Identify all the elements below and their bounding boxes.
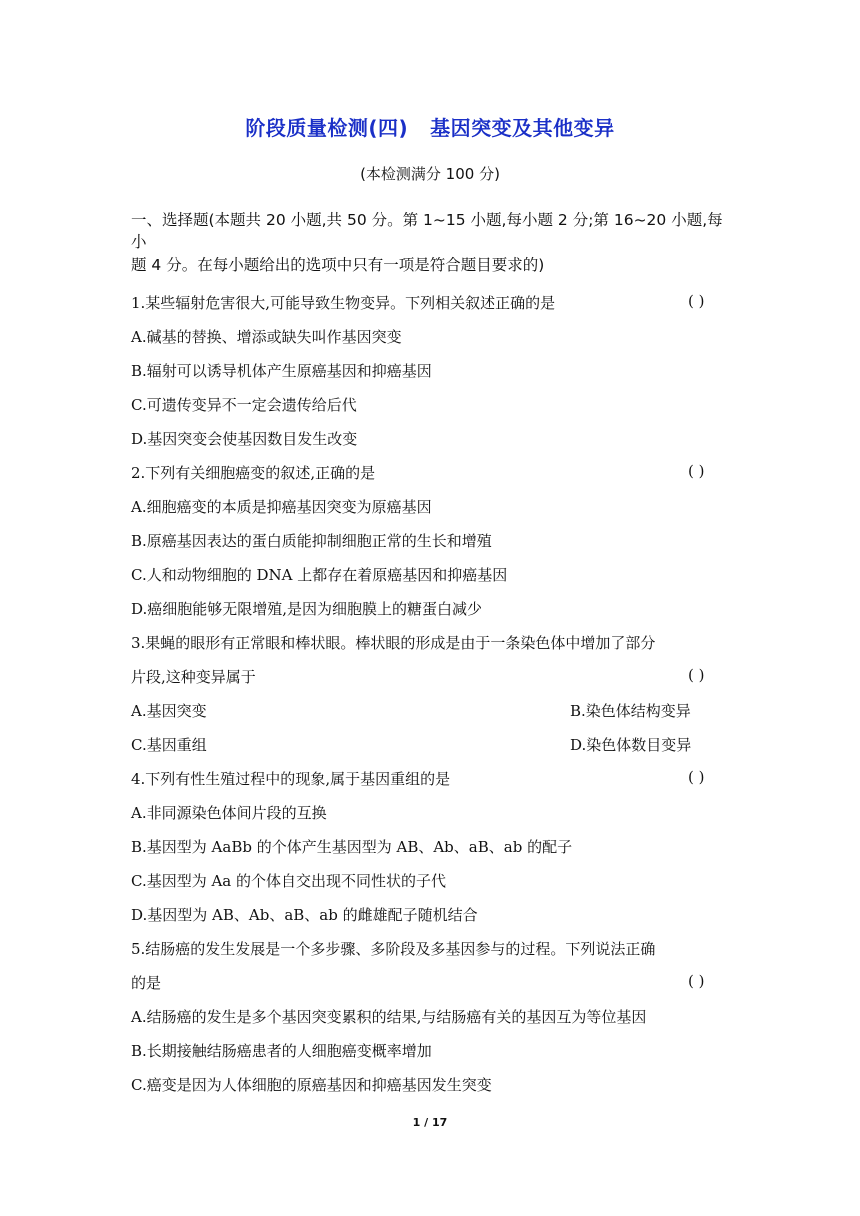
page-title [0,112,860,141]
question-2-option-a: A.细胞癌变的本质是抑癌基因突变为原癌基因 [131,498,432,516]
question-2-option-d: D.癌细胞能够无限增殖,是因为细胞膜上的糖蛋白减少 [131,600,483,618]
question-4-stem: 4.下列有性生殖过程中的现象,属于基因重组的是 [131,770,451,788]
question-4-option-b: B.基因型为 AaBb 的个体产生基因型为 AB、Ab、aB、ab 的配子 [131,838,573,856]
answer-blank: ( ) [688,768,705,786]
answer-blank: ( ) [688,462,705,480]
question-2-stem: 2.下列有关细胞癌变的叙述,正确的是 [131,464,376,482]
question-3-stem-line-1: 3.果蝇的眼形有正常眼和棒状眼。棒状眼的形成是由于一条染色体中增加了部分 [131,634,656,652]
question-4-option-d: D.基因型为 AB、Ab、aB、ab 的雌雄配子随机结合 [131,906,478,924]
question-2-option-b: B.原癌基因表达的蛋白质能抑制细胞正常的生长和增殖 [131,532,492,550]
answer-blank: ( ) [688,666,705,684]
title-sub: 基因突变及其他变异 [430,116,615,140]
question-3-stem-line-2: 片段,这种变异属于 [131,668,256,686]
title-main: 阶段质量检测(四) [245,116,409,140]
question-1-option-c: C.可遗传变异不一定会遗传给后代 [131,396,357,414]
question-1-option-d: D.基因突变会使基因数目发生改变 [131,430,358,448]
question-3-option-c: C.基因重组 [131,736,207,754]
answer-blank: ( ) [688,972,705,990]
question-2-option-c: C.人和动物细胞的 DNA 上都存在着原癌基因和抑癌基因 [131,566,508,584]
question-1-option-a: A.碱基的替换、增添或缺失叫作基因突变 [131,328,402,346]
section-header-line-2: 题 4 分。在每小题给出的选项中只有一项是符合题目要求的) [131,256,545,274]
question-3-option-d: D.染色体数目变异 [570,736,692,754]
question-3-option-b: B.染色体结构变异 [570,702,691,720]
question-1-stem: 1.某些辐射危害很大,可能导致生物变异。下列相关叙述正确的是 [131,294,556,312]
question-5-option-a: A.结肠癌的发生是多个基因突变累积的结果,与结肠癌有关的基因互为等位基因 [131,1008,647,1026]
question-5-stem-line-2: 的是 [131,974,162,992]
question-3-option-a: A.基因突变 [131,702,207,720]
question-5-option-c: C.癌变是因为人体细胞的原癌基因和抑癌基因发生突变 [131,1076,492,1094]
answer-blank: ( ) [688,292,705,310]
score-note: (本检测满分 100 分) [360,165,500,183]
question-1-option-b: B.辐射可以诱导机体产生原癌基因和抑癌基因 [131,362,432,380]
question-4-option-a: A.非同源染色体间片段的互换 [131,804,327,822]
question-4-option-c: C.基因型为 Aa 的个体自交出现不同性状的子代 [131,872,447,890]
page-number: 1 / 17 [412,1116,448,1129]
section-header-line-1: 一、选择题(本题共 20 小题,共 50 分。第 1~15 小题,每小题 2 分;第 16~20 小题,每小 [131,211,723,251]
question-5-stem-line-1: 5.结肠癌的发生发展是一个多步骤、多阶段及多基因参与的过程。下列说法正确 [131,940,656,958]
question-5-option-b: B.长期接触结肠癌患者的人细胞癌变概率增加 [131,1042,432,1060]
